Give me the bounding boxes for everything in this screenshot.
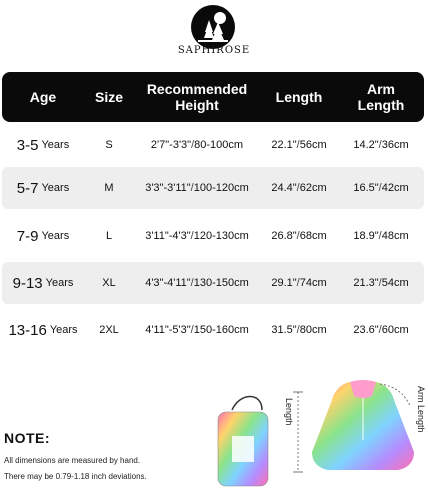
rainbow-poncho-icon <box>312 380 414 470</box>
height-cell: 4'11"-5'3" / 150-160cm <box>145 324 249 336</box>
age-cell: 7-9 Years <box>16 227 70 245</box>
arm-length-cell: 16.5" / 42cm <box>353 182 409 194</box>
height-cell: 3'11"-4'3" / 120-130cm <box>145 230 249 242</box>
height-cell: 2'7"-3'3" / 80-100cm <box>150 139 244 151</box>
brand-logo <box>0 0 428 64</box>
table-row <box>2 124 424 166</box>
header-age: Age <box>29 89 57 105</box>
length-cell: 24.4" / 62cm <box>271 182 327 194</box>
header-arm-length: Arm Length <box>357 81 405 113</box>
table-row <box>2 262 424 304</box>
arm-length-cell: 23.6" / 60cm <box>353 324 409 336</box>
age-cell: 9-13 Years <box>12 274 74 292</box>
age-cell: 3-5 Years <box>16 136 70 154</box>
note-title: NOTE: <box>4 430 51 446</box>
table-row <box>2 167 424 209</box>
note-line: All dimensions are measured by hand. <box>4 456 141 465</box>
arm-length-cell: 21.3" / 54cm <box>353 277 409 289</box>
height-cell: 3'3"-3'11" / 100-120cm <box>145 182 249 194</box>
age-cell: 13-16 Years <box>8 321 78 339</box>
storage-pouch-icon <box>218 412 268 486</box>
poncho-illustration <box>0 380 428 488</box>
size-cell: XL <box>102 277 116 289</box>
header-size: Size <box>94 89 123 105</box>
note-line: There may be 0.79-1.18 inch deviations. <box>4 472 147 481</box>
table-row <box>2 309 424 351</box>
arm-length-cell: 18.9" / 48cm <box>353 230 409 242</box>
arm-length-label: Arm Length <box>416 386 426 433</box>
length-label: Length <box>284 398 294 426</box>
size-cell: S <box>105 139 113 151</box>
length-cell: 22.1" / 56cm <box>271 139 327 151</box>
header-length: Length <box>275 89 323 105</box>
brand-name: SAPHIROSE <box>177 45 251 56</box>
size-cell: M <box>104 182 114 194</box>
size-cell: 2XL <box>99 324 119 336</box>
length-dimension-icon <box>293 392 303 472</box>
header-recommended-height: Recommended Height <box>146 81 248 113</box>
table-row <box>2 215 424 257</box>
size-cell: L <box>105 230 113 242</box>
forest-moon-icon <box>190 4 236 50</box>
height-cell: 4'3"-4'11" / 130-150cm <box>145 277 249 289</box>
arm-length-cell: 14.2" / 36cm <box>353 139 409 151</box>
length-cell: 29.1" / 74cm <box>271 277 327 289</box>
length-cell: 31.5" / 80cm <box>271 324 327 336</box>
length-cell: 26.8" / 68cm <box>271 230 327 242</box>
age-cell: 5-7 Years <box>16 179 70 197</box>
table-header <box>2 72 424 122</box>
